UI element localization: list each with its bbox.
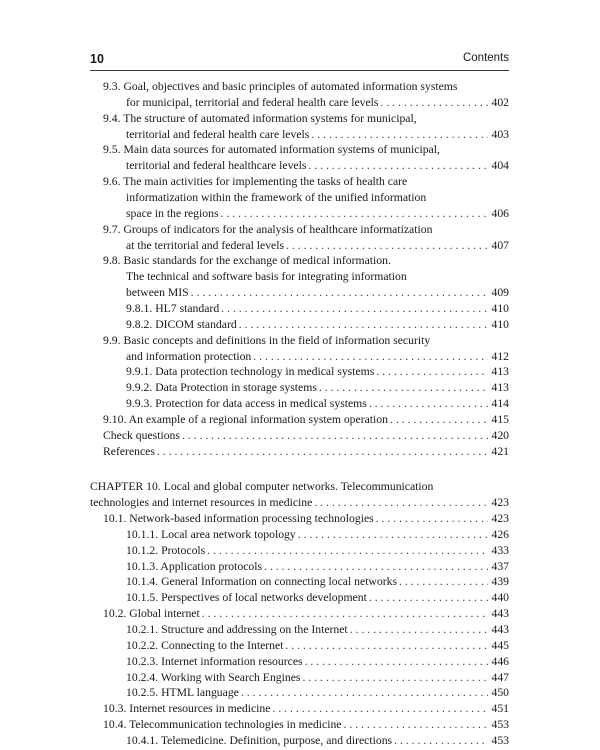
toc-entry (103, 717, 509, 733)
toc-entry (126, 364, 509, 380)
toc-entry-title: 9.8.2. DICOM standard (126, 318, 237, 331)
toc-entry (103, 222, 509, 238)
toc-entry-page: 412 (491, 350, 509, 363)
toc-entry-page: 410 (491, 318, 509, 331)
toc-entry (126, 380, 509, 396)
toc-entry (126, 238, 509, 254)
toc-entry-page: 415 (491, 413, 509, 426)
toc-entry-page: 439 (491, 575, 509, 588)
toc-entry-page: 407 (491, 239, 509, 252)
dot-leader (157, 444, 489, 460)
dot-leader (272, 701, 488, 717)
dot-leader (369, 396, 489, 412)
toc-entry (126, 127, 509, 143)
toc-entry-title: 10.1.5. Perspectives of local networks development (126, 591, 367, 604)
toc-entry-page: 410 (491, 302, 509, 315)
running-header (90, 50, 509, 71)
dot-leader (311, 127, 488, 143)
dot-leader (394, 733, 488, 749)
toc-entry-title: territorial and federal healthcare levels (126, 159, 307, 172)
toc-entry (103, 412, 509, 428)
toc-entry (126, 654, 509, 670)
dot-leader (305, 654, 489, 670)
toc-entry-page: 437 (491, 560, 509, 573)
toc-entry-title: 10.2.3. Internet information resources (126, 655, 303, 668)
dot-leader (390, 412, 488, 428)
dot-leader (286, 238, 488, 254)
toc-entry-title: 9.9. Basic concepts and definitions in the field of information security (103, 334, 431, 347)
dot-leader (314, 495, 488, 511)
dot-leader (207, 543, 488, 559)
toc-entry (90, 479, 509, 495)
toc-entry (126, 190, 509, 206)
toc-entry (126, 317, 509, 333)
dot-leader (221, 301, 488, 317)
toc-entry-title: 10.3. Internet resources in medicine (103, 702, 271, 715)
dot-leader (221, 206, 489, 222)
dot-leader (376, 364, 488, 380)
dot-leader (182, 428, 489, 444)
toc-entry (126, 349, 509, 365)
toc-entry-page: 404 (491, 159, 509, 172)
toc-entry (126, 527, 509, 543)
toc-entry (126, 396, 509, 412)
toc-entry-title: between MIS (126, 286, 189, 299)
toc-entry-title: 10.1.2. Protocols (126, 544, 206, 557)
dot-leader (253, 349, 488, 365)
toc-entry-page: 440 (491, 591, 509, 604)
toc-entry-title: 9.6. The main activities for implementing the tasks of health care (103, 175, 408, 188)
dot-leader (399, 574, 488, 590)
dot-leader (319, 380, 489, 396)
toc-entry (126, 543, 509, 559)
toc-entry (126, 559, 509, 575)
dot-leader (369, 590, 489, 606)
dot-leader (308, 158, 488, 174)
toc-entry-title: territorial and federal health care levels (126, 128, 310, 141)
toc-entry-page: 426 (491, 528, 509, 541)
toc-entry-title: and information protection (126, 350, 252, 363)
toc-entry (103, 174, 509, 190)
dot-leader (239, 317, 489, 333)
toc-entry (126, 285, 509, 301)
toc-entry-page: 446 (491, 655, 509, 668)
toc-entry (103, 142, 509, 158)
toc-entry-title: CHAPTER 10. Local and global computer networks. Telecommunication (90, 480, 434, 493)
toc-entry-page: 414 (491, 397, 509, 410)
dot-leader (241, 685, 489, 701)
toc-entry (126, 685, 509, 701)
dot-leader (202, 606, 489, 622)
toc-entry-title: 9.4. The structure of automated information systems for municipal, (103, 112, 417, 125)
toc-entry-page: 443 (491, 607, 509, 620)
toc-entry-title: 9.9.2. Data Protection in storage systems (126, 381, 317, 394)
toc-entry-page: 409 (491, 286, 509, 299)
toc-entry-title: Check questions (103, 429, 180, 442)
toc-entry-title: technologies and internet resources in medicine (90, 496, 313, 509)
toc-entry (126, 301, 509, 317)
toc-entry (103, 701, 509, 717)
toc-entry-page: 403 (491, 128, 509, 141)
toc-entry-title: 9.10. An example of a regional information system operation (103, 413, 388, 426)
toc-entry-title: 10.1.3. Application protocols (126, 560, 263, 573)
dot-leader (191, 285, 489, 301)
dot-leader (302, 670, 488, 686)
toc-entry-page: 453 (491, 718, 509, 731)
toc-entry-title: informatization within the framework of the unified information (126, 191, 427, 204)
toc-entry (103, 253, 509, 269)
toc-entry-title: at the territorial and federal levels (126, 239, 285, 252)
toc-entry (126, 622, 509, 638)
toc-entry-title: 10.2.4. Working with Search Engines (126, 671, 301, 684)
toc-entry (103, 606, 509, 622)
toc-entry-page: 423 (491, 512, 509, 525)
dot-leader (376, 511, 489, 527)
dot-leader (285, 638, 488, 654)
toc-entry (103, 428, 509, 444)
toc-entry (90, 495, 509, 511)
toc-entry-title: 9.8. Basic standards for the exchange of medical information. (103, 254, 391, 267)
dot-leader (298, 527, 489, 543)
toc-entry-title: 9.8.1. HL7 standard (126, 302, 220, 315)
toc-entry-title: 9.7. Groups of indicators for the analysis of healthcare informatization (103, 223, 433, 236)
toc-entry-page: 413 (491, 365, 509, 378)
dot-leader (350, 622, 489, 638)
toc-entry (103, 511, 509, 527)
toc-entry-page: 423 (491, 496, 509, 509)
toc-entry (126, 670, 509, 686)
toc-entry (126, 638, 509, 654)
toc-entry-title: for municipal, territorial and federal health care levels (126, 96, 379, 109)
toc-entry-page: 450 (491, 686, 509, 699)
toc-entry-page: 420 (491, 429, 509, 442)
toc-entry-title: 10.1. Network-based information processing technologies (103, 512, 374, 525)
toc-entry-title: 10.1.4. General Information on connecting local networks (126, 575, 398, 588)
toc-entry-title: 10.2. Global internet (103, 607, 200, 620)
toc-entry-page: 406 (491, 207, 509, 220)
toc-entry-page: 445 (491, 639, 509, 652)
toc-entry-page: 402 (491, 96, 509, 109)
dot-leader (380, 95, 488, 111)
toc-entry (103, 333, 509, 349)
toc-entry-title: 10.4.1. Telemedicine. Definition, purpose, and directions (126, 734, 393, 747)
toc-entry-title: 10.1.1. Local area network topology (126, 528, 296, 541)
toc-entry-page: 451 (491, 702, 509, 715)
toc-entry (103, 444, 509, 460)
toc-entry (126, 733, 509, 749)
toc-entry (126, 206, 509, 222)
toc-entry-title: The technical and software basis for integrating information (126, 270, 407, 283)
toc-entry-page: 443 (491, 623, 509, 636)
toc-entry-title: 10.2.1. Structure and addressing on the Internet (126, 623, 348, 636)
toc-entry-title: References (103, 445, 155, 458)
toc-entry-title: 9.3. Goal, objectives and basic principles of automated information systems (103, 80, 458, 93)
toc-entry-page: 447 (491, 671, 509, 684)
toc-entry (126, 269, 509, 285)
dot-leader (264, 559, 488, 575)
toc-entry-title: 10.2.2. Connecting to the Internet (126, 639, 284, 652)
toc-entry-page: 413 (491, 381, 509, 394)
toc-entry (126, 574, 509, 590)
toc-entry (103, 79, 509, 95)
toc-entry-title: space in the regions (126, 207, 219, 220)
toc-entry (103, 111, 509, 127)
toc-entry-title: 9.5. Main data sources for automated information systems of municipal, (103, 143, 440, 156)
toc-entry-title: 10.4. Telecommunication technologies in medicine (103, 718, 342, 731)
toc-entry (126, 95, 509, 111)
toc-entry-page: 433 (491, 544, 509, 557)
toc-entry (126, 590, 509, 606)
toc-entry (126, 158, 509, 174)
toc-entry-page: 421 (491, 445, 509, 458)
toc-entry-title: 9.9.3. Protection for data access in medical systems (126, 397, 367, 410)
running-title: Contents (462, 52, 509, 64)
toc-entry-title: 10.2.5. HTML language (126, 686, 239, 699)
dot-leader (344, 717, 489, 733)
toc-entry-page: 453 (491, 734, 509, 747)
page-number: 10 (90, 52, 104, 66)
toc-entry-title: 9.9.1. Data protection technology in medical systems (126, 365, 375, 378)
